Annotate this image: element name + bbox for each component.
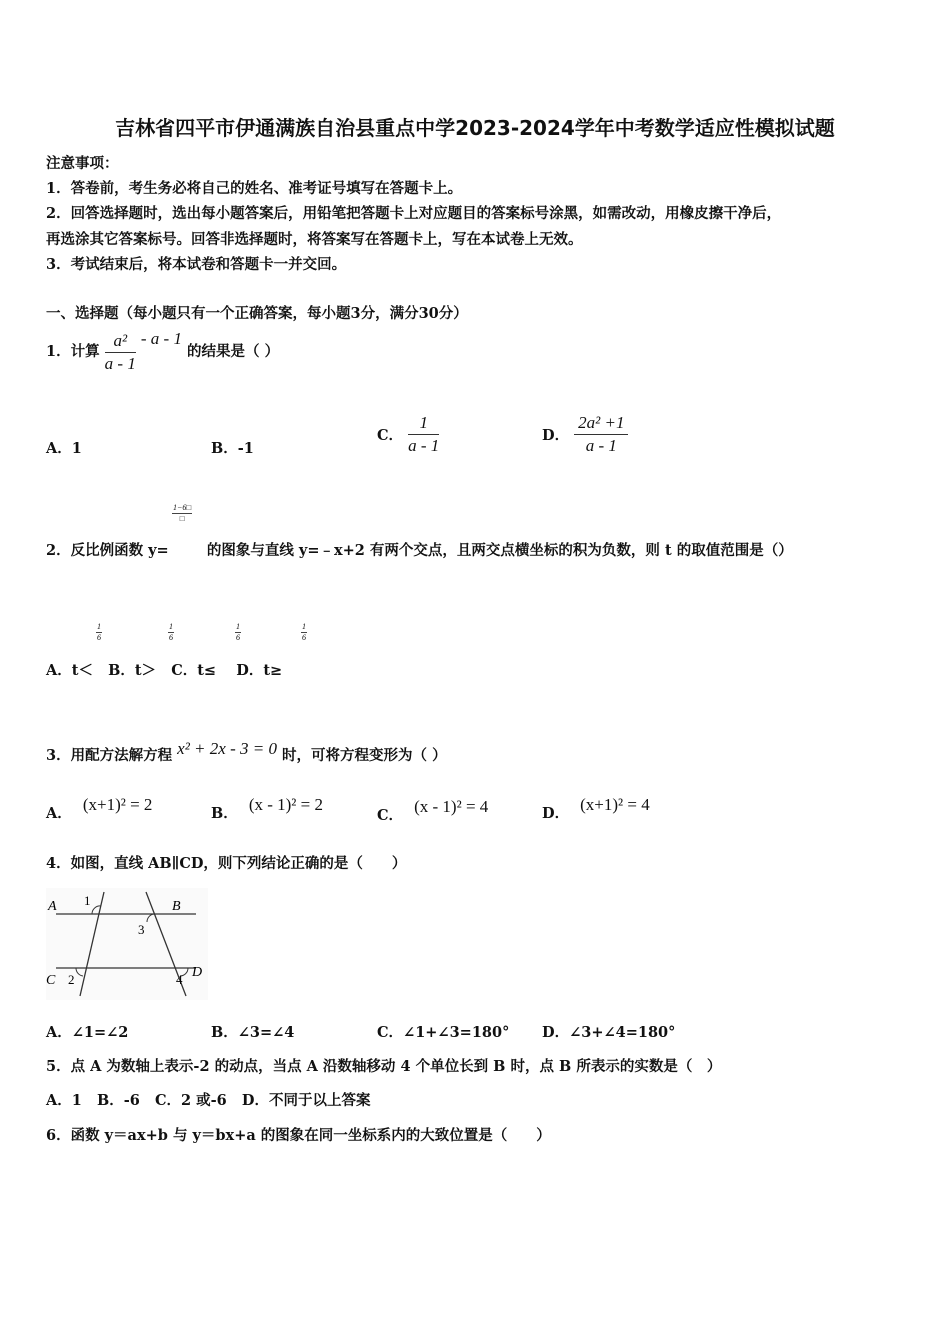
q1-option-b: B．-1 (211, 440, 254, 457)
q1-denominator: a - 1 (104, 353, 136, 373)
question-4: 4．如图，直线 AB∥CD，则下列结论正确的是（ ） (46, 855, 407, 872)
q5-options: A．1 B．-6 C．2 或-6 D．不同于以上答案 (46, 1092, 371, 1109)
q1-fraction (105, 330, 136, 375)
question-2 (46, 539, 793, 560)
label-d: D (192, 965, 203, 980)
q1-prefix: 1．计算 (46, 343, 100, 360)
q1-option-c-num: 1 (408, 412, 439, 435)
q2-opt-d-den: 6 (302, 633, 306, 642)
q2-fraction-num: 1−6□ (173, 503, 192, 512)
q1-option-c-den: a - 1 (408, 436, 440, 455)
label-angle-3: 3 (138, 922, 145, 937)
q2-fraction-den: □ (179, 514, 185, 523)
q2-opt-a-frac (96, 622, 102, 643)
label-c: C (46, 973, 56, 988)
q2-fraction (172, 503, 192, 524)
label-b: B (172, 899, 181, 914)
label-a: A (48, 899, 57, 914)
q3-option-b-expr: (x - 1)² = 2 (248, 795, 323, 814)
q3-option-a (46, 795, 152, 823)
question-6: 6．函数 y＝ax+b 与 y＝bx+a 的图象在同一坐标系内的大致位置是（ ） (46, 1127, 551, 1144)
q4-option-a: A．∠1=∠2 (46, 1024, 129, 1041)
q2-opt-d-frac (301, 622, 307, 643)
notice-item-1: 1．答卷前，考生务必将自己的姓名、准考证号填写在答题卡上。 (46, 180, 463, 197)
q2-prefix: 2．反比例函数 y= (46, 542, 169, 559)
notice-heading: 注意事项： (46, 155, 119, 172)
q2-opt-c-frac (235, 622, 241, 643)
q2-opt-b-frac (168, 622, 174, 643)
q1-after: - a - 1 (140, 329, 182, 348)
question-3 (46, 738, 447, 767)
q1-option-d-den: a - 1 (585, 436, 617, 455)
q1-numerator: a² (105, 330, 136, 353)
q2-suffix: 的图象与直线 y=﹣x+2 有两个交点，且两交点横坐标的积为负数，则 t 的取值范围是（） (206, 542, 793, 559)
q1-option-c-label: C． (377, 427, 404, 444)
q2-opt-b-num: 1 (169, 622, 173, 631)
q3-suffix: 时，可将方程变形为（ ） (282, 747, 447, 764)
q2-options: A．t＜ B．t＞ C．t≤ D．t≥ (46, 662, 283, 679)
q1-option-a: A．1 (46, 440, 82, 457)
q1-option-c (377, 412, 439, 457)
notice-item-2-cont: 再选涂其它答案标号。回答非选择题时，将答案写在答题卡上，写在本试卷上无效。 (46, 231, 583, 248)
q1-option-d (542, 412, 628, 457)
question-1 (46, 328, 279, 375)
label-angle-1: 1 (84, 893, 91, 908)
page-title: 吉林省四平市伊通满族自治县重点中学2023-2024学年中考数学适应性模拟试题 (115, 116, 835, 140)
notice-item-2: 2．回答选择题时，选出每小题答案后，用铅笔把答题卡上对应题目的答案标号涂黑，如需改动，用橡皮擦干净后， (46, 205, 782, 222)
label-angle-2: 2 (68, 972, 75, 987)
q3-option-c-expr: (x - 1)² = 4 (414, 797, 489, 816)
q3-option-a-label: A． (46, 805, 72, 822)
q2-opt-b-den: 6 (169, 633, 173, 642)
label-angle-4: 4 (176, 972, 183, 987)
section-heading: 一、选择题（每小题只有一个正确答案，每小题3分，满分30分） (46, 305, 468, 322)
q3-prefix: 3．用配方法解方程 (46, 747, 173, 764)
q4-option-b: B．∠3=∠4 (211, 1024, 295, 1041)
q3-option-b-label: B． (211, 805, 238, 822)
notice-item-3: 3．考试结束后，将本试卷和答题卡一并交回。 (46, 256, 347, 273)
q3-option-b (211, 795, 323, 823)
q2-opt-a-num: 1 (97, 622, 101, 631)
q2-opt-c-den: 6 (236, 633, 240, 642)
q2-opt-c-num: 1 (236, 622, 240, 631)
q1-option-d-label: D． (542, 427, 570, 444)
q3-option-c (377, 797, 488, 825)
q3-option-d (542, 795, 650, 823)
parallel-lines-figure (46, 888, 208, 1000)
q1-suffix: 的结果是（ ） (187, 343, 280, 360)
q4-option-c: C．∠1+∠3=180° (377, 1024, 510, 1041)
q3-option-d-expr: (x+1)² = 4 (580, 795, 650, 814)
q1-option-d-fraction (574, 412, 628, 457)
q3-option-a-expr: (x+1)² = 2 (82, 795, 153, 814)
question-5: 5．点 A 为数轴上表示-2 的动点，当点 A 沿数轴移动 4 个单位长到 B 时，点 B 所表示的实数是（ ） (46, 1058, 722, 1075)
q4-option-d: D．∠3+∠4=180° (542, 1024, 676, 1041)
q2-opt-d-num: 1 (302, 622, 306, 631)
q3-equation: x² + 2x - 3 = 0 (177, 739, 277, 758)
q3-option-d-label: D． (542, 805, 570, 822)
q1-option-c-fraction (408, 412, 439, 457)
q2-opt-a-den: 6 (97, 633, 101, 642)
q1-option-d-num: 2a² +1 (574, 412, 628, 435)
q3-option-c-label: C． (377, 807, 404, 824)
